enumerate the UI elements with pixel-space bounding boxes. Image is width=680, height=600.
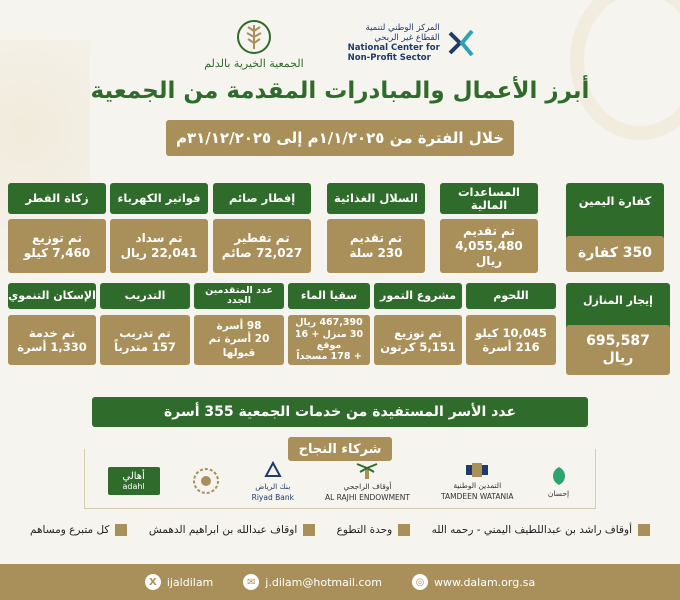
partner-name: إحسان <box>547 488 570 498</box>
card-value-line2: 30 منزل + 16 موقع <box>294 328 364 351</box>
footer-contact-bar <box>0 564 680 600</box>
card-value <box>194 315 284 365</box>
dahmash-ornament-icon <box>191 466 221 496</box>
ncnp-ar-line2: القطاع غير الربحي <box>374 33 440 44</box>
card-value-line1: تم سداد <box>135 231 183 245</box>
bullet-square-icon <box>115 524 127 536</box>
card-value <box>100 315 190 365</box>
card-value <box>440 219 538 273</box>
card-training <box>100 283 190 365</box>
card-value <box>466 315 556 365</box>
card-value: 695,587 ريال <box>566 325 670 375</box>
ncnp-en-line1: National Center for <box>347 43 440 53</box>
card-value-line1: تم تدريب <box>119 325 171 340</box>
card-food-baskets <box>327 183 425 273</box>
partner-logos <box>92 458 588 504</box>
card-value-line2: 4,055,480 ريال <box>455 238 523 268</box>
card-header: إيجار المنازل <box>566 283 670 373</box>
card-header: سقيا الماء <box>288 283 370 309</box>
bullet-square-icon <box>398 524 410 536</box>
card-financial-aid <box>440 183 538 273</box>
card-header: السلال الغذائية <box>327 183 425 214</box>
dilam-logo-caption: الجمعية الخيرية بالدلم <box>204 56 304 70</box>
card-value-line2: 1,330 أسرة <box>17 340 87 354</box>
card-value-line2: 5,151 كرتون <box>380 340 456 354</box>
card-value-line1: تم خدمة <box>28 325 76 340</box>
card-value <box>327 219 425 273</box>
card-value <box>213 219 311 273</box>
card-value-line1: تم تقديم <box>349 231 403 245</box>
wheat-emblem-icon <box>234 19 274 55</box>
palm-tree-icon <box>354 460 380 480</box>
card-value <box>374 315 462 365</box>
donor-label: اوقاف عبدالله بن ابراهيم الدهمش <box>148 524 298 536</box>
riyad-bank-mark-icon <box>262 460 284 480</box>
donor-item <box>432 524 650 536</box>
card-value <box>288 315 370 365</box>
partner-name: أوقاف الراجحي <box>343 482 392 491</box>
ncnp-logo <box>348 24 476 63</box>
dilam-charity-logo <box>204 19 303 70</box>
card-new-applicants <box>194 283 284 365</box>
card-iftar <box>213 183 311 273</box>
riyad-bank-logo <box>252 460 294 502</box>
period-banner: خلال الفترة من ١/١/٢٠٢٥م إلى ٣١/١٢/٢٠٢٥م <box>166 120 514 156</box>
card-value-line2: 20 أسرة تم قبولها <box>208 333 270 359</box>
partner-sub: AL RAJHI ENDOWMENT <box>324 493 410 502</box>
card-zakat-alfitr <box>8 183 106 273</box>
ahali-logo <box>108 467 160 495</box>
dahmash-logo <box>191 466 221 496</box>
ehsan-leaf-icon <box>545 465 573 487</box>
card-value-line2: 216 أسرة <box>482 340 540 354</box>
card-header: التدريب <box>100 283 190 309</box>
globe-icon: ◎ <box>412 574 428 590</box>
card-value-line2: 7,460 كيلو <box>23 246 91 260</box>
card-header: الإسكان التنموي <box>8 283 96 309</box>
bullet-square-icon <box>303 524 315 536</box>
ncnp-emblem-icon <box>446 27 476 61</box>
card-header: اللحوم <box>466 283 556 309</box>
card-kaffarat-alyameen <box>566 183 664 269</box>
card-value <box>110 219 208 273</box>
rajhi-endowment-logo <box>325 460 410 502</box>
partners-title: شركاء النجاح <box>288 437 392 461</box>
partner-name: بنك الرياض <box>255 482 291 491</box>
donor-item <box>30 524 127 536</box>
website-link[interactable]: www.dalam.org.sa <box>433 575 536 589</box>
card-home-rent <box>566 283 670 373</box>
tamdeen-logo <box>441 461 513 501</box>
card-value-line1: 98 أسرة <box>216 320 262 333</box>
footer-email[interactable] <box>243 574 382 590</box>
card-value-line2: 72,027 صائم <box>221 246 303 260</box>
card-header: زكاة الفطر <box>8 183 106 214</box>
card-value <box>8 219 106 273</box>
beneficiary-families-banner: عدد الأسر المستفيدة من خدمات الجمعية 355 أسرة <box>92 397 588 427</box>
footer-website[interactable] <box>412 574 535 590</box>
card-value-line3: + 178 مسجداً <box>296 351 362 363</box>
card-value-line2: 157 متدرباً <box>114 340 176 354</box>
card-value-line1: تم توزيع <box>32 231 82 245</box>
card-value-line1: تم تفطير <box>234 231 290 245</box>
donor-label: أوقاف راشد بن عبداللطيف اليمني - رحمه الله <box>431 524 632 536</box>
x-twitter-icon: X <box>145 574 161 590</box>
card-header: المساعدات المالية <box>440 183 538 214</box>
card-value: 350 كفارة <box>566 236 664 272</box>
card-value-line2: 22,041 ريال <box>120 246 198 260</box>
partner-sub: TAMDEEN WATANIA <box>441 492 514 501</box>
donor-item <box>337 524 411 536</box>
page-title: أبرز الأعمال والمبادرات المقدمة من الجمعية <box>90 78 590 104</box>
tamdeen-mark-icon <box>462 461 492 479</box>
donors-list <box>30 519 650 541</box>
partner-name: أهالي <box>122 471 145 482</box>
bullet-square-icon <box>638 524 650 536</box>
card-header: مشروع التمور <box>374 283 462 309</box>
card-header: كفارة اليمين <box>566 183 664 269</box>
card-header: عدد المتقدمين الجدد <box>194 283 284 309</box>
ncnp-en-line2: Non-Profit Sector <box>347 52 431 63</box>
card-value-line1: 467,390 ريال <box>295 317 363 329</box>
card-header: فواتير الكهرباء <box>110 183 208 214</box>
header-logos <box>0 8 680 80</box>
card-electricity-bills <box>110 183 208 273</box>
card-value-line2: 230 سلة <box>349 246 403 260</box>
partner-sub: Riyad Bank <box>251 493 294 502</box>
ahali-mark <box>108 467 160 495</box>
ncnp-ar-line1: المركز الوطني لتنمية <box>365 23 440 34</box>
donor-label: وحدة التطوع <box>336 524 393 536</box>
card-value-line1: تم تقديم <box>462 223 516 238</box>
card-dates-project <box>374 283 462 365</box>
email-link[interactable]: j.dilam@hotmail.com <box>265 575 382 589</box>
partner-sub: adahl <box>122 482 145 491</box>
donor-item <box>149 524 315 536</box>
card-header: إفطار صائم <box>213 183 311 214</box>
footer-twitter[interactable] <box>145 574 213 590</box>
card-development-housing <box>8 283 96 365</box>
donor-label: كل متبرع ومساهم <box>30 524 110 536</box>
partner-name: التمدين الوطنية <box>453 481 502 490</box>
card-water-supply <box>288 283 370 365</box>
card-meat <box>466 283 556 365</box>
ehsan-logo <box>545 465 573 498</box>
card-value <box>8 315 96 365</box>
card-value-line1: تم توزيع <box>394 325 442 340</box>
email-icon: ✉ <box>243 574 259 590</box>
twitter-handle[interactable]: ijaldilam <box>166 575 214 589</box>
card-value-line1: 10,045 كيلو <box>475 325 547 340</box>
